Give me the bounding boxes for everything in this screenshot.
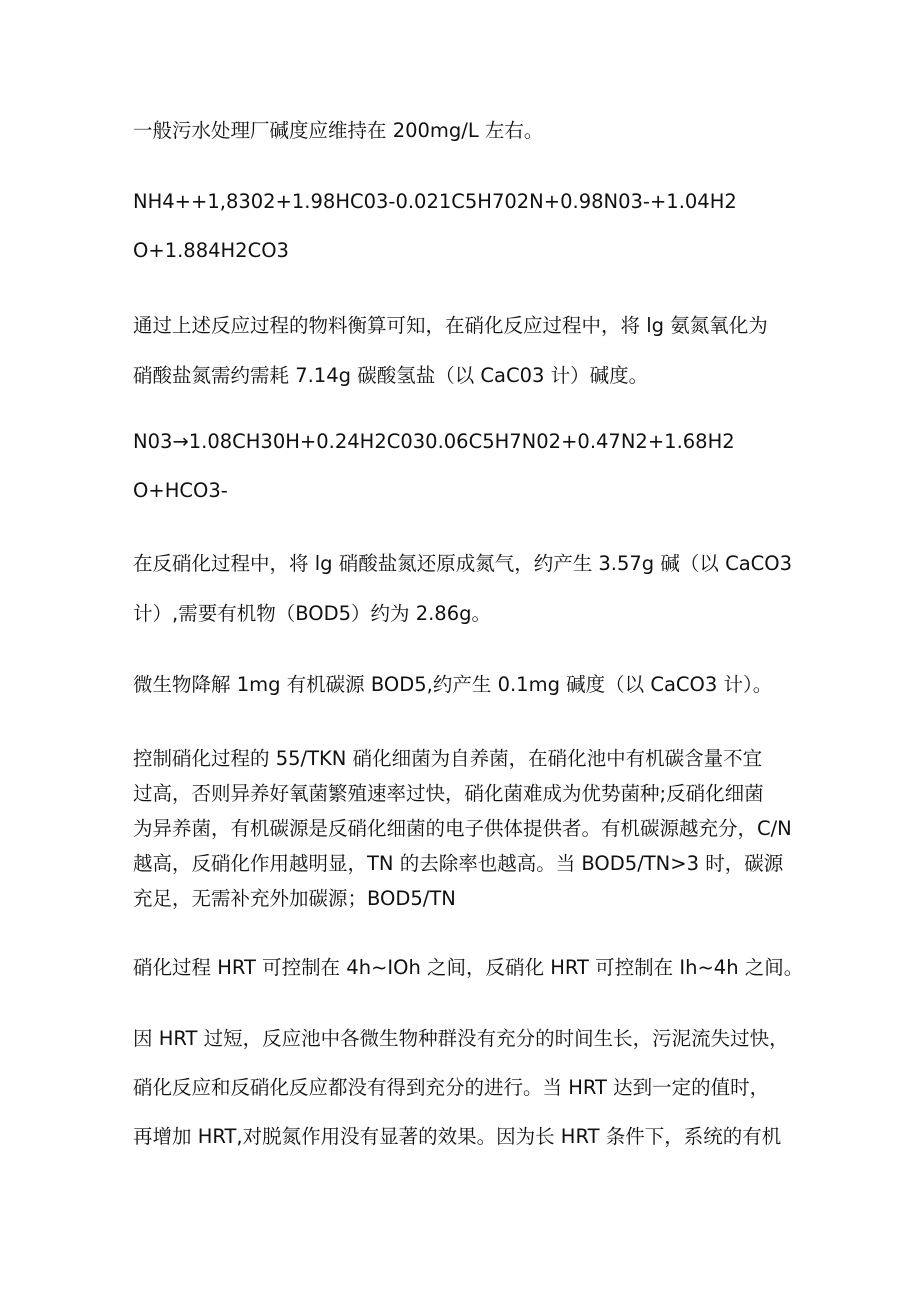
text-line: 充足，无需补充外加碳源；BOD5/TN [133, 887, 456, 910]
text-line: 越高，反硝化作用越明显，TN 的去除率也越高。当 BOD5/TN>3 时，碳源 [133, 852, 784, 875]
text-line: 为异养菌，有机碳源是反硝化细菌的电子供体提供者。有机碳源越充分，C/N [133, 817, 792, 840]
text-line: 计）,需要有机物（BOD5）约为 2.86g。 [133, 602, 491, 625]
text-line: 在反硝化过程中，将 lg 硝酸盐氮还原成氮气，约产生 3.57g 碱（以 CaCO3 [133, 552, 793, 575]
text-line: 硝化过程 HRT 可控制在 4h~IOh 之间，反硝化 HRT 可控制在 Ih~4h 之间。 [133, 956, 804, 979]
text-line: 硝酸盐氮需约需耗 7.14g 碳酸氢盐（以 CaC03 计）碱度。 [133, 364, 649, 387]
text-line: 过高，否则异养好氧菌繁殖速率过快，硝化菌难成为优势菌种;反硝化细菌 [133, 782, 764, 805]
text-line: 一般污水处理厂碱度应维持在 200mg/L 左右。 [133, 119, 544, 142]
text-line: O+1.884H2CO3 [133, 239, 289, 262]
text-line: 控制硝化过程的 55/TKN 硝化细菌为自养菌，在硝化池中有机碳含量不宜 [133, 747, 763, 770]
text-line: 再增加 HRT,对脱氮作用没有显著的效果。因为长 HRT 条件下，系统的有机 [133, 1125, 782, 1148]
text-line: 硝化反应和反硝化反应都没有得到充分的进行。当 HRT 达到一定的值时， [133, 1076, 770, 1099]
text-line: 因 HRT 过短，反应池中各微生物种群没有充分的时间生长，污泥流失过快， [133, 1027, 789, 1050]
text-line: N03→1.08CH30H+0.24H2C030.06C5H7N02+0.47N2+1.68H2 [133, 430, 735, 453]
text-line: O+HCO3- [133, 479, 228, 502]
text-line: 微生物降解 1mg 有机碳源 BOD5,约产生 0.1mg 碱度（以 CaCO3 计）。 [133, 673, 773, 696]
text-line: 通过上述反应过程的物料衡算可知，在硝化反应过程中，将 lg 氨氮氧化为 [133, 314, 768, 337]
text-line: NH4++1,8302+1.98HC03-0.021C5H702N+0.98N03-+1.04H2 [133, 190, 737, 213]
